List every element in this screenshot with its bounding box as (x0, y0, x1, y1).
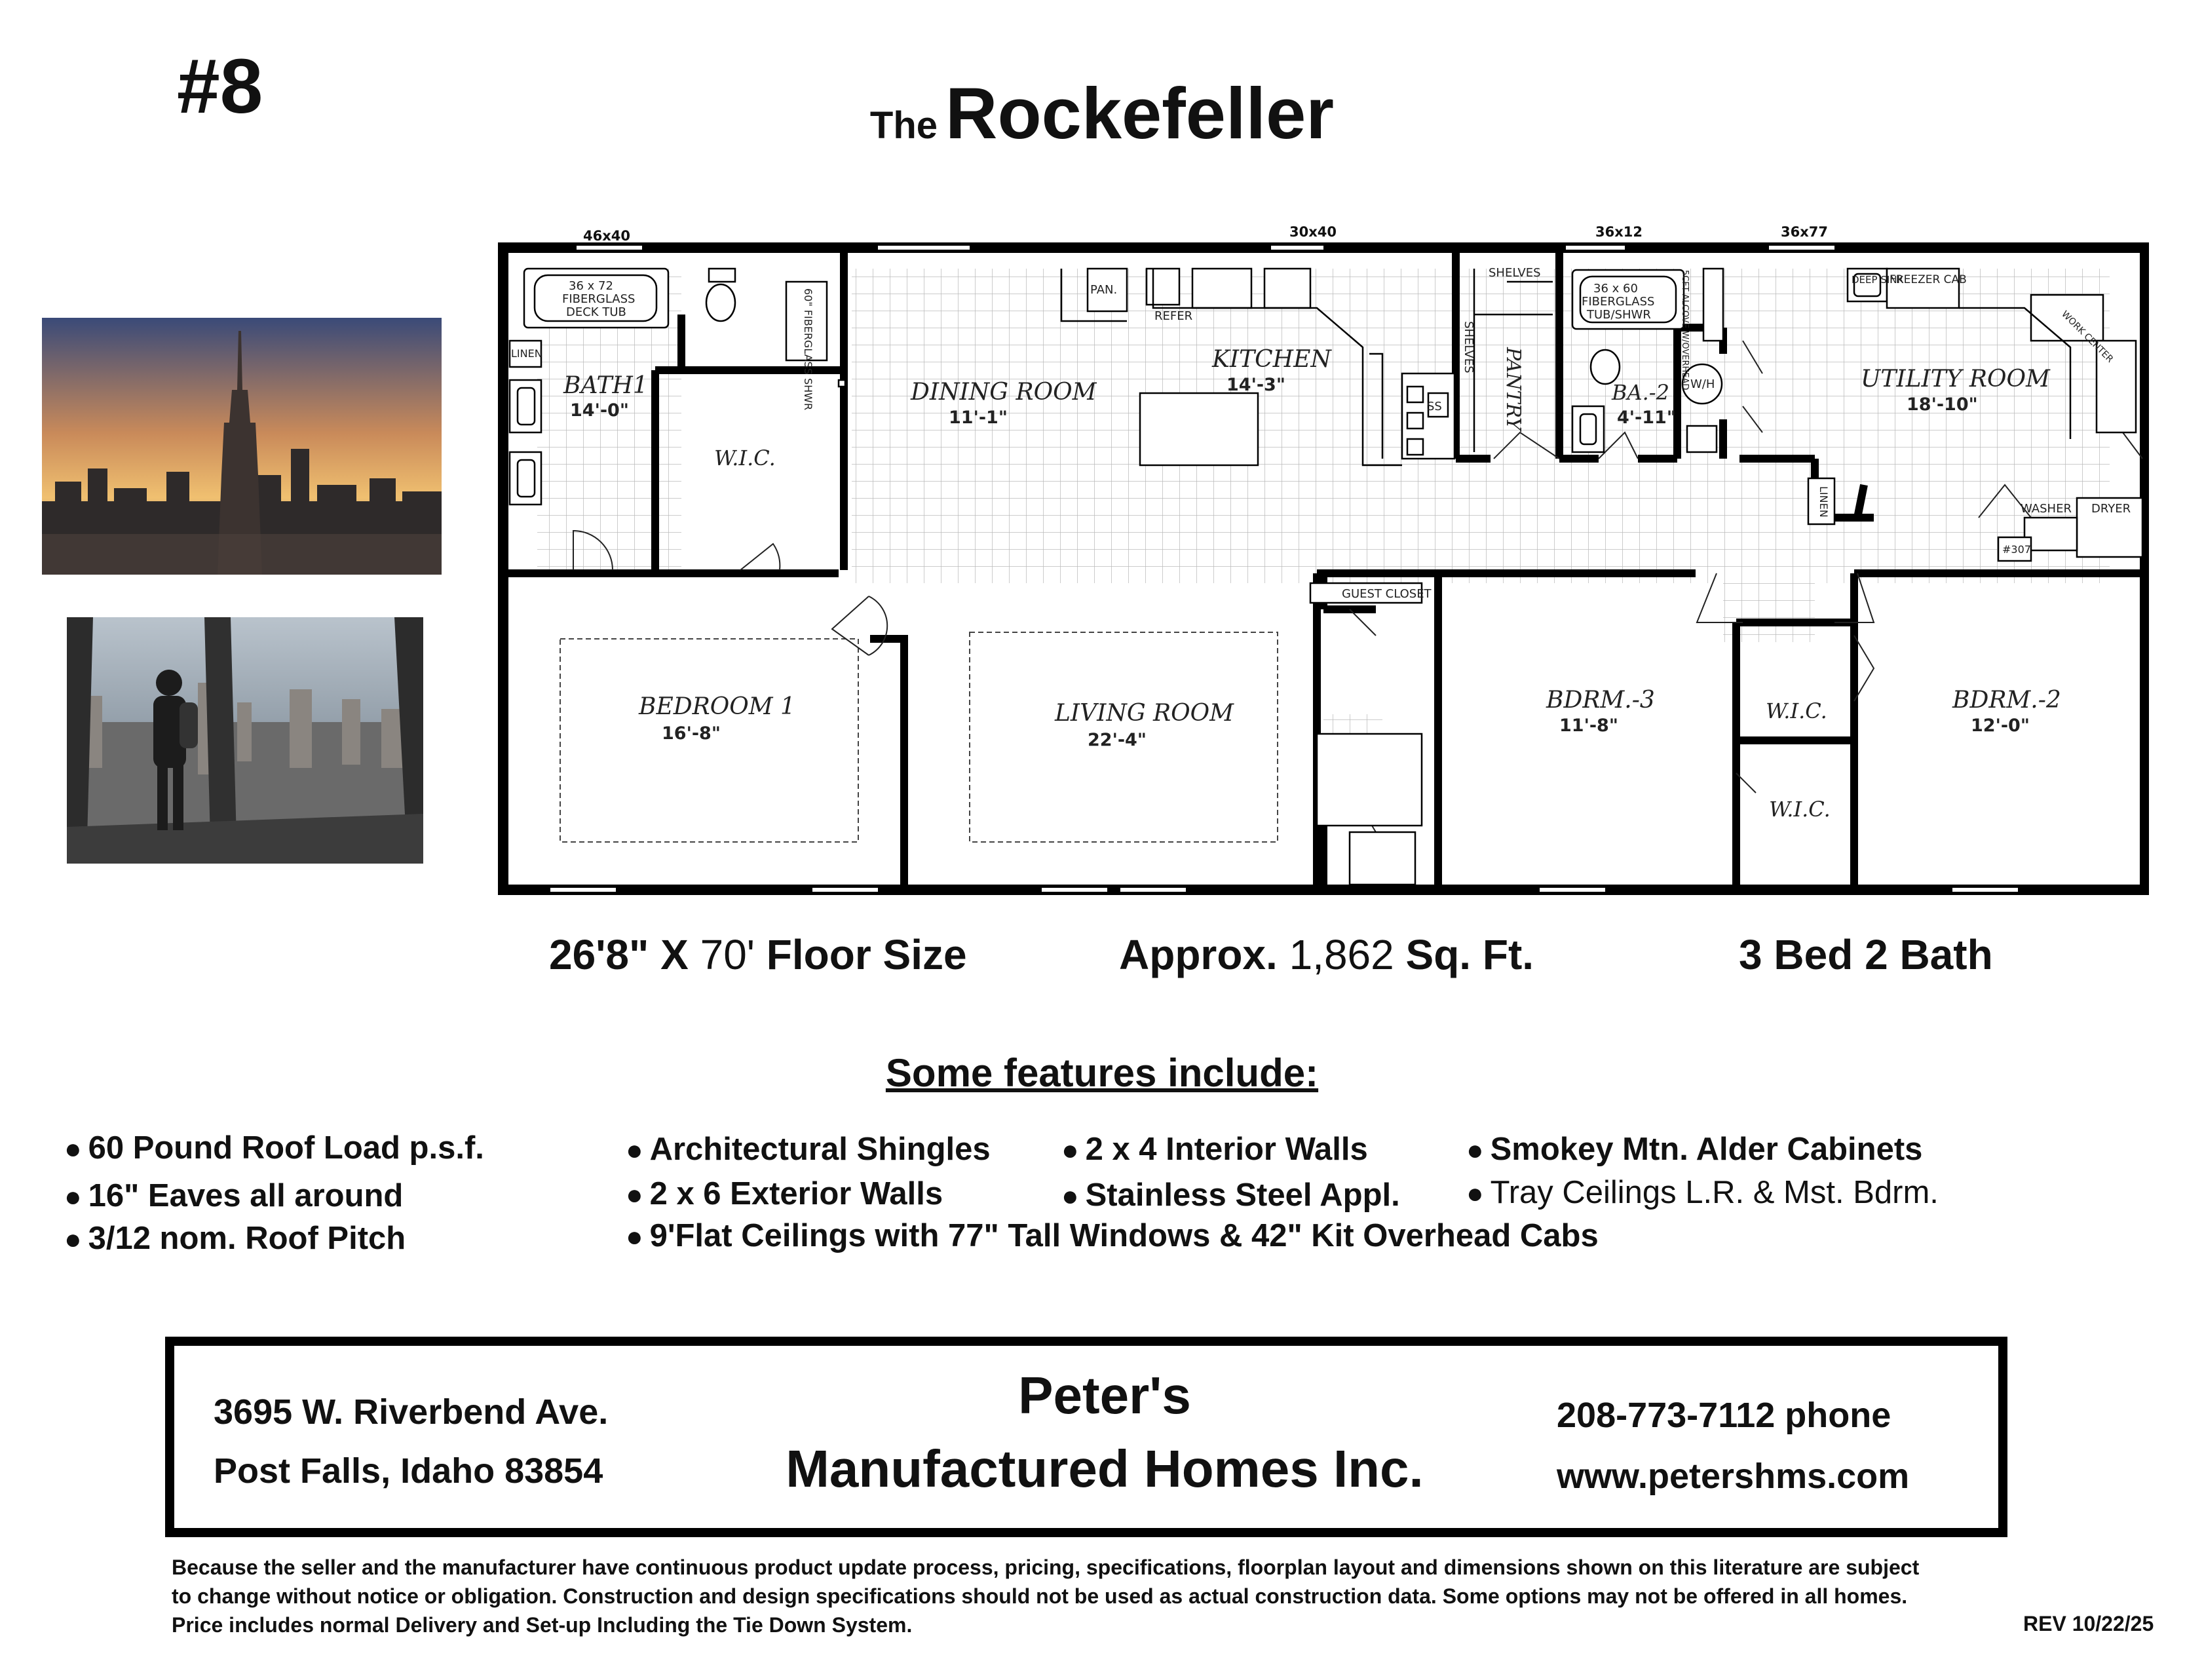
guest-closet-label: GUEST CLOSET (1342, 587, 1432, 601)
disclaimer-line: Because the seller and the manufacturer have continuous product update process, pricing, specifications, floorplan layout and dimensions shown on this literature are subject (172, 1556, 1920, 1579)
kitchen-name: KITCHEN (1212, 346, 1331, 373)
approx-label: Approx. (1119, 931, 1278, 978)
utility-size: 18'-10" (1907, 394, 1978, 415)
living-name: LIVING ROOM (1055, 700, 1234, 727)
floor-size-a: 26'8" X (549, 931, 689, 978)
bath1-name: BATH1 (563, 372, 648, 399)
utility-name: UTILITY ROOM (1861, 366, 2050, 392)
bedroom1-name: BEDROOM 1 (639, 693, 795, 720)
feature-item: ● Stainless Steel Appl. (1061, 1177, 1400, 1213)
plan-number: #8 (177, 43, 263, 130)
floor-size (549, 930, 967, 979)
feature-item: ● 16" Eaves all around (64, 1178, 404, 1213)
disclaimer-line: to change without notice or obligation. Construction and design specifications should not be used as actual construction data. Some options may not be offered in all homes. (172, 1584, 1908, 1608)
tub-b-label: FIBERGLASS (1582, 295, 1655, 309)
bdrm2-size: 12'-0" (1971, 716, 2030, 736)
beds-baths: 3 Bed 2 Bath (1739, 931, 1993, 978)
shower-label: 60" FIBERGLASS SHWR (802, 288, 814, 411)
wic-label: W.I.C. (1769, 797, 1831, 822)
sqft-value: 1,862 (1289, 931, 1394, 978)
revision-date: REV 10/22/25 (2023, 1612, 2154, 1635)
window-label: 46x40 (583, 228, 630, 244)
bdrm2-name: BDRM.-2 (1952, 687, 2061, 714)
skyline-photo (42, 318, 442, 575)
pantry-label: PANTRY (1502, 347, 1525, 430)
washer-label: WASHER (2021, 502, 2072, 516)
tub-b-label: TUB/SHWR (1587, 308, 1651, 322)
feature-item: ● 2 x 6 Exterior Walls (626, 1176, 943, 1212)
feature-item: ● Smokey Mtn. Alder Cabinets (1466, 1132, 1923, 1167)
wic-label: W.I.C. (714, 446, 776, 470)
bedroom1-size: 16'-8" (662, 723, 721, 744)
title-name: Rockefeller (945, 73, 1335, 154)
feature-item: ● 9'Flat Ceilings with 77" Tall Windows & 42" Kit Overhead Cabs (626, 1218, 1599, 1253)
kitchen-size: 14'-3" (1226, 375, 1285, 395)
disclaimer (172, 1553, 2026, 1639)
feature-item: ● 60 Pound Roof Load p.s.f. (64, 1130, 484, 1166)
title-prefix: The (869, 104, 938, 147)
dealer-phone[interactable]: 208-773-7112 phone (1557, 1396, 1891, 1435)
dealer-box (165, 1337, 2007, 1537)
tub-b-label: 36 x 60 (1593, 282, 1638, 296)
features-heading: Some features include: (885, 1051, 1319, 1095)
dryer-label: DRYER (2091, 502, 2131, 516)
ba2-name: BA.-2 (1612, 380, 1669, 405)
feature-item: ● 3/12 nom. Roof Pitch (64, 1221, 406, 1256)
window-label: 30x40 (1289, 224, 1337, 240)
dining-size: 11'-1" (949, 408, 1008, 428)
sqft-label: Sq. Ft. (1405, 931, 1534, 978)
square-footage (1119, 930, 1534, 979)
living-size: 22'-4" (1088, 730, 1147, 750)
ba2-size: 4'-11" (1617, 408, 1676, 428)
alcove-label: 5CFT ALCOVE W/OVERHEAD (1680, 270, 1690, 391)
dining-name: DINING ROOM (911, 379, 1097, 406)
floor-plan (498, 223, 2149, 892)
floor-size-c: Floor Size (766, 931, 967, 978)
floor-size-b: 70' (700, 931, 755, 978)
linen-label: LINEN (1817, 486, 1830, 518)
shelves-label: SHELVES (1462, 321, 1475, 373)
feature-item: ● 2 x 4 Interior Walls (1061, 1132, 1368, 1167)
window-label: 36x12 (1595, 224, 1643, 240)
work-center-label: WORK CENTER (2059, 309, 2116, 365)
window-label: 36x77 (1781, 224, 1828, 240)
dealer-name-line1: Peter's (1018, 1366, 1191, 1424)
freezer-label: FREEZER CAB (1890, 273, 1967, 286)
linen-label: LINEN (511, 347, 542, 360)
pan-label: PAN. (1090, 283, 1118, 297)
dealer-website[interactable]: www.petershms.com (1557, 1457, 1910, 1496)
tub-label: DECK TUB (566, 305, 626, 319)
refer-label: REFER (1154, 309, 1193, 323)
tub-label: 36 x 72 (569, 279, 613, 293)
ss-label: SS (1427, 400, 1442, 413)
feature-item: ● Tray Ceilings L.R. & Mst. Bdrm. (1466, 1175, 1939, 1210)
deep-sink-label: DEEP SINK (1852, 274, 1904, 286)
bdrm3-name: BDRM.-3 (1546, 687, 1655, 714)
bath1-size: 14'-0" (570, 400, 629, 421)
shelves-label: SHELVES (1489, 266, 1541, 280)
code-label: #307 (2002, 543, 2031, 556)
plan-title (0, 72, 2204, 155)
wic-label: W.I.C. (1766, 698, 1827, 723)
dealer-address-line1: 3695 W. Riverbend Ave. (214, 1392, 609, 1432)
disclaimer-line: Price includes normal Delivery and Set-up Including the Tie Down System. (172, 1613, 913, 1637)
tub-label: FIBERGLASS (562, 292, 636, 306)
floor-plan-drawing (498, 242, 2149, 898)
observation-deck-photo (67, 617, 423, 864)
wh-label: W/H (1690, 377, 1715, 391)
dealer-name-line2: Manufactured Homes Inc. (786, 1440, 1424, 1498)
bdrm3-size: 11'-8" (1559, 716, 1618, 736)
dealer-address-line2: Post Falls, Idaho 83854 (214, 1451, 603, 1491)
feature-item: ● Architectural Shingles (626, 1132, 991, 1167)
